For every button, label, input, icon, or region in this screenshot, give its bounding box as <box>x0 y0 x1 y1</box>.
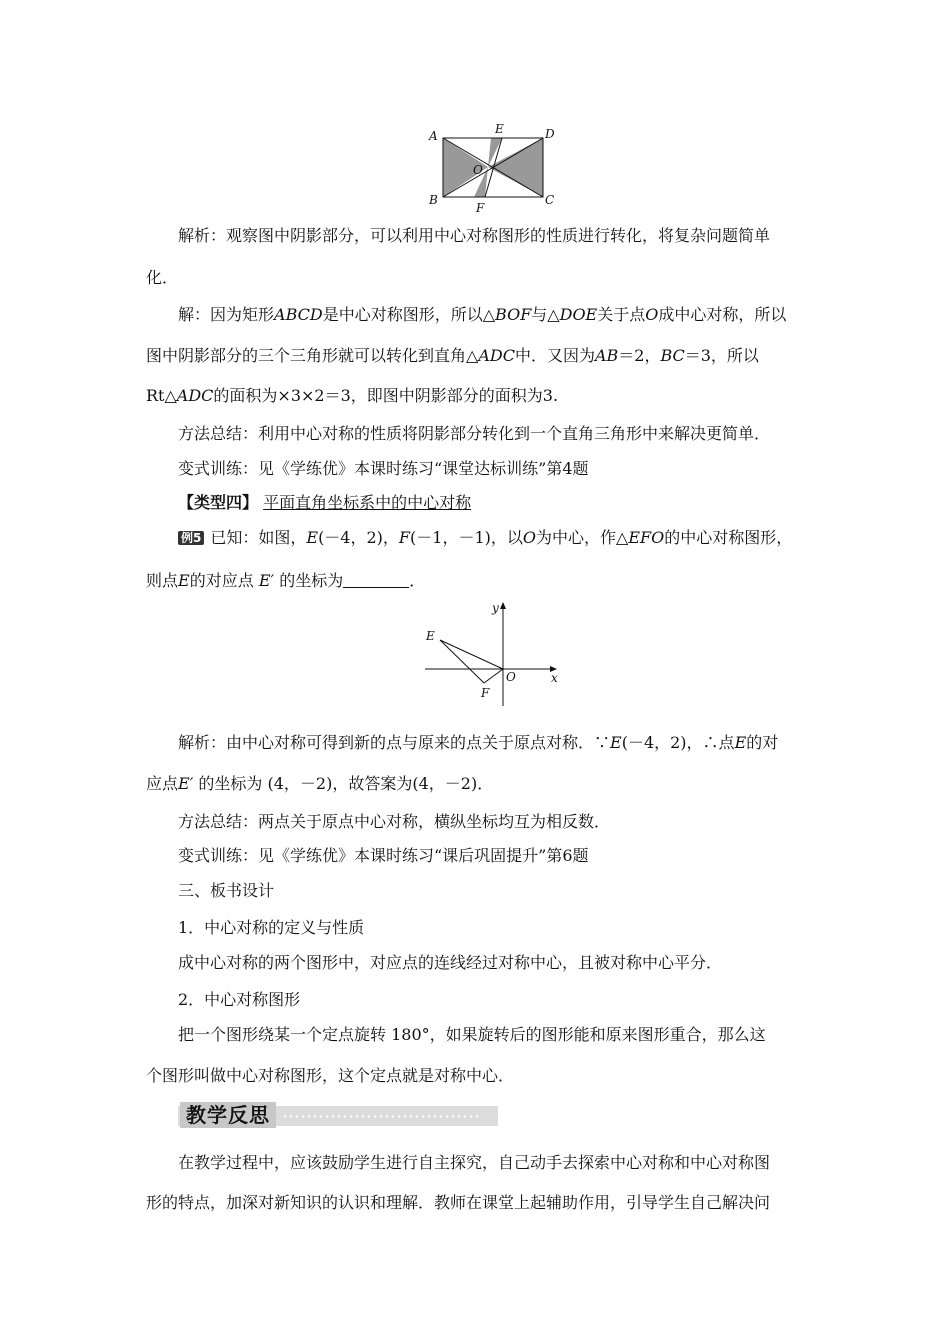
board-item-1-title: 1．中心对称的定义与性质 <box>178 918 365 937</box>
method-summary-2: 方法总结：两点关于原点中心对称，横纵坐标均互为相反数． <box>178 812 611 831</box>
analysis-2-line-1: 解析：由中心对称可得到新的点与原来的点关于原点对称．∵E(－4，2)，∴点E的对 <box>178 733 779 752</box>
reflection-line-2: 形的特点，加深对新知识的认识和理解．教师在课堂上起辅助作用，引导学生自己解决问 <box>146 1193 771 1212</box>
example-tag: 例5 <box>178 531 204 545</box>
reflection-banner <box>178 1102 498 1128</box>
label-b: B <box>429 193 438 207</box>
analysis-1-line-2: 化． <box>146 268 179 287</box>
label-d: D <box>545 127 555 141</box>
board-item-2-text-2: 个图形叫做中心对称图形，这个定点就是对称中心． <box>146 1066 515 1085</box>
coordinate-figure <box>415 598 565 708</box>
board-item-2-title: 2．中心对称图形 <box>178 990 301 1009</box>
label-y: y <box>492 601 499 615</box>
analysis-2-line-2: 应点E′ 的坐标为 (4，－2)，故答案为(4，－2)． <box>146 774 494 793</box>
rectangle-figure <box>418 118 568 218</box>
analysis-1-line-1: 解析：观察图中阴影部分，可以利用中心对称图形的性质进行转化，将复杂问题简单 <box>178 226 771 245</box>
answer-blank <box>343 573 409 588</box>
board-item-1-text: 成中心对称的两个图形中，对应点的连线经过对称中心，且被对称中心平分． <box>178 953 723 972</box>
reflection-line-1: 在教学过程中，应该鼓励学生进行自主探究，自己动手去探索中心对称和中心对称图 <box>178 1153 771 1172</box>
example-5-line-1: 例5 已知：如图，E(－4，2)，F(－1，－1)，以O为中心，作△EFO的中心对称图形， <box>178 528 842 548</box>
solution-line-2: 图中阴影部分的三个三角形就可以转化到直角△ADC中．又因为AB＝2，BC＝3，所以 <box>146 346 759 365</box>
label-c: C <box>545 193 555 207</box>
label-f2: F <box>481 686 490 700</box>
example-5-line-2: 则点E的对应点 E′ 的坐标为 ． <box>146 571 426 590</box>
method-summary-1: 方法总结：利用中心对称的性质将阴影部分转化到一个直角三角形中来解决更简单． <box>178 424 771 443</box>
variant-training-1: 变式训练：见《学练优》本课时练习“课堂达标训练”第4题 <box>178 459 589 478</box>
label-x: x <box>551 671 558 685</box>
label-e: E <box>495 122 504 136</box>
label-o: O <box>473 163 483 177</box>
type-four-heading: 【类型四】 平面直角坐标系中的中心对称 <box>178 493 472 512</box>
board-design-heading: 三、板书设计 <box>178 881 275 900</box>
triangle-efo <box>440 640 503 683</box>
solution-line-3: Rt△ADC的面积为×3×2＝3，即图中阴影部分的面积为3. <box>146 386 559 405</box>
board-item-2-text-1: 把一个图形绕某一个定点旋转 180°，如果旋转后的图形能和原来图形重合，那么这 <box>178 1025 766 1044</box>
label-o2: O <box>506 670 516 684</box>
solution-line-1: 解：因为矩形ABCD是中心对称图形，所以△BOF与△DOE关于点O成中心对称，所以 <box>178 305 787 324</box>
variant-training-2: 变式训练：见《学练优》本课时练习“课后巩固提升”第6题 <box>178 846 589 865</box>
y-axis-arrow <box>500 602 506 609</box>
reflection-title: 教学反思 <box>180 1102 276 1128</box>
label-a: A <box>429 129 438 143</box>
label-f: F <box>476 201 485 215</box>
label-e2: E <box>426 629 435 643</box>
